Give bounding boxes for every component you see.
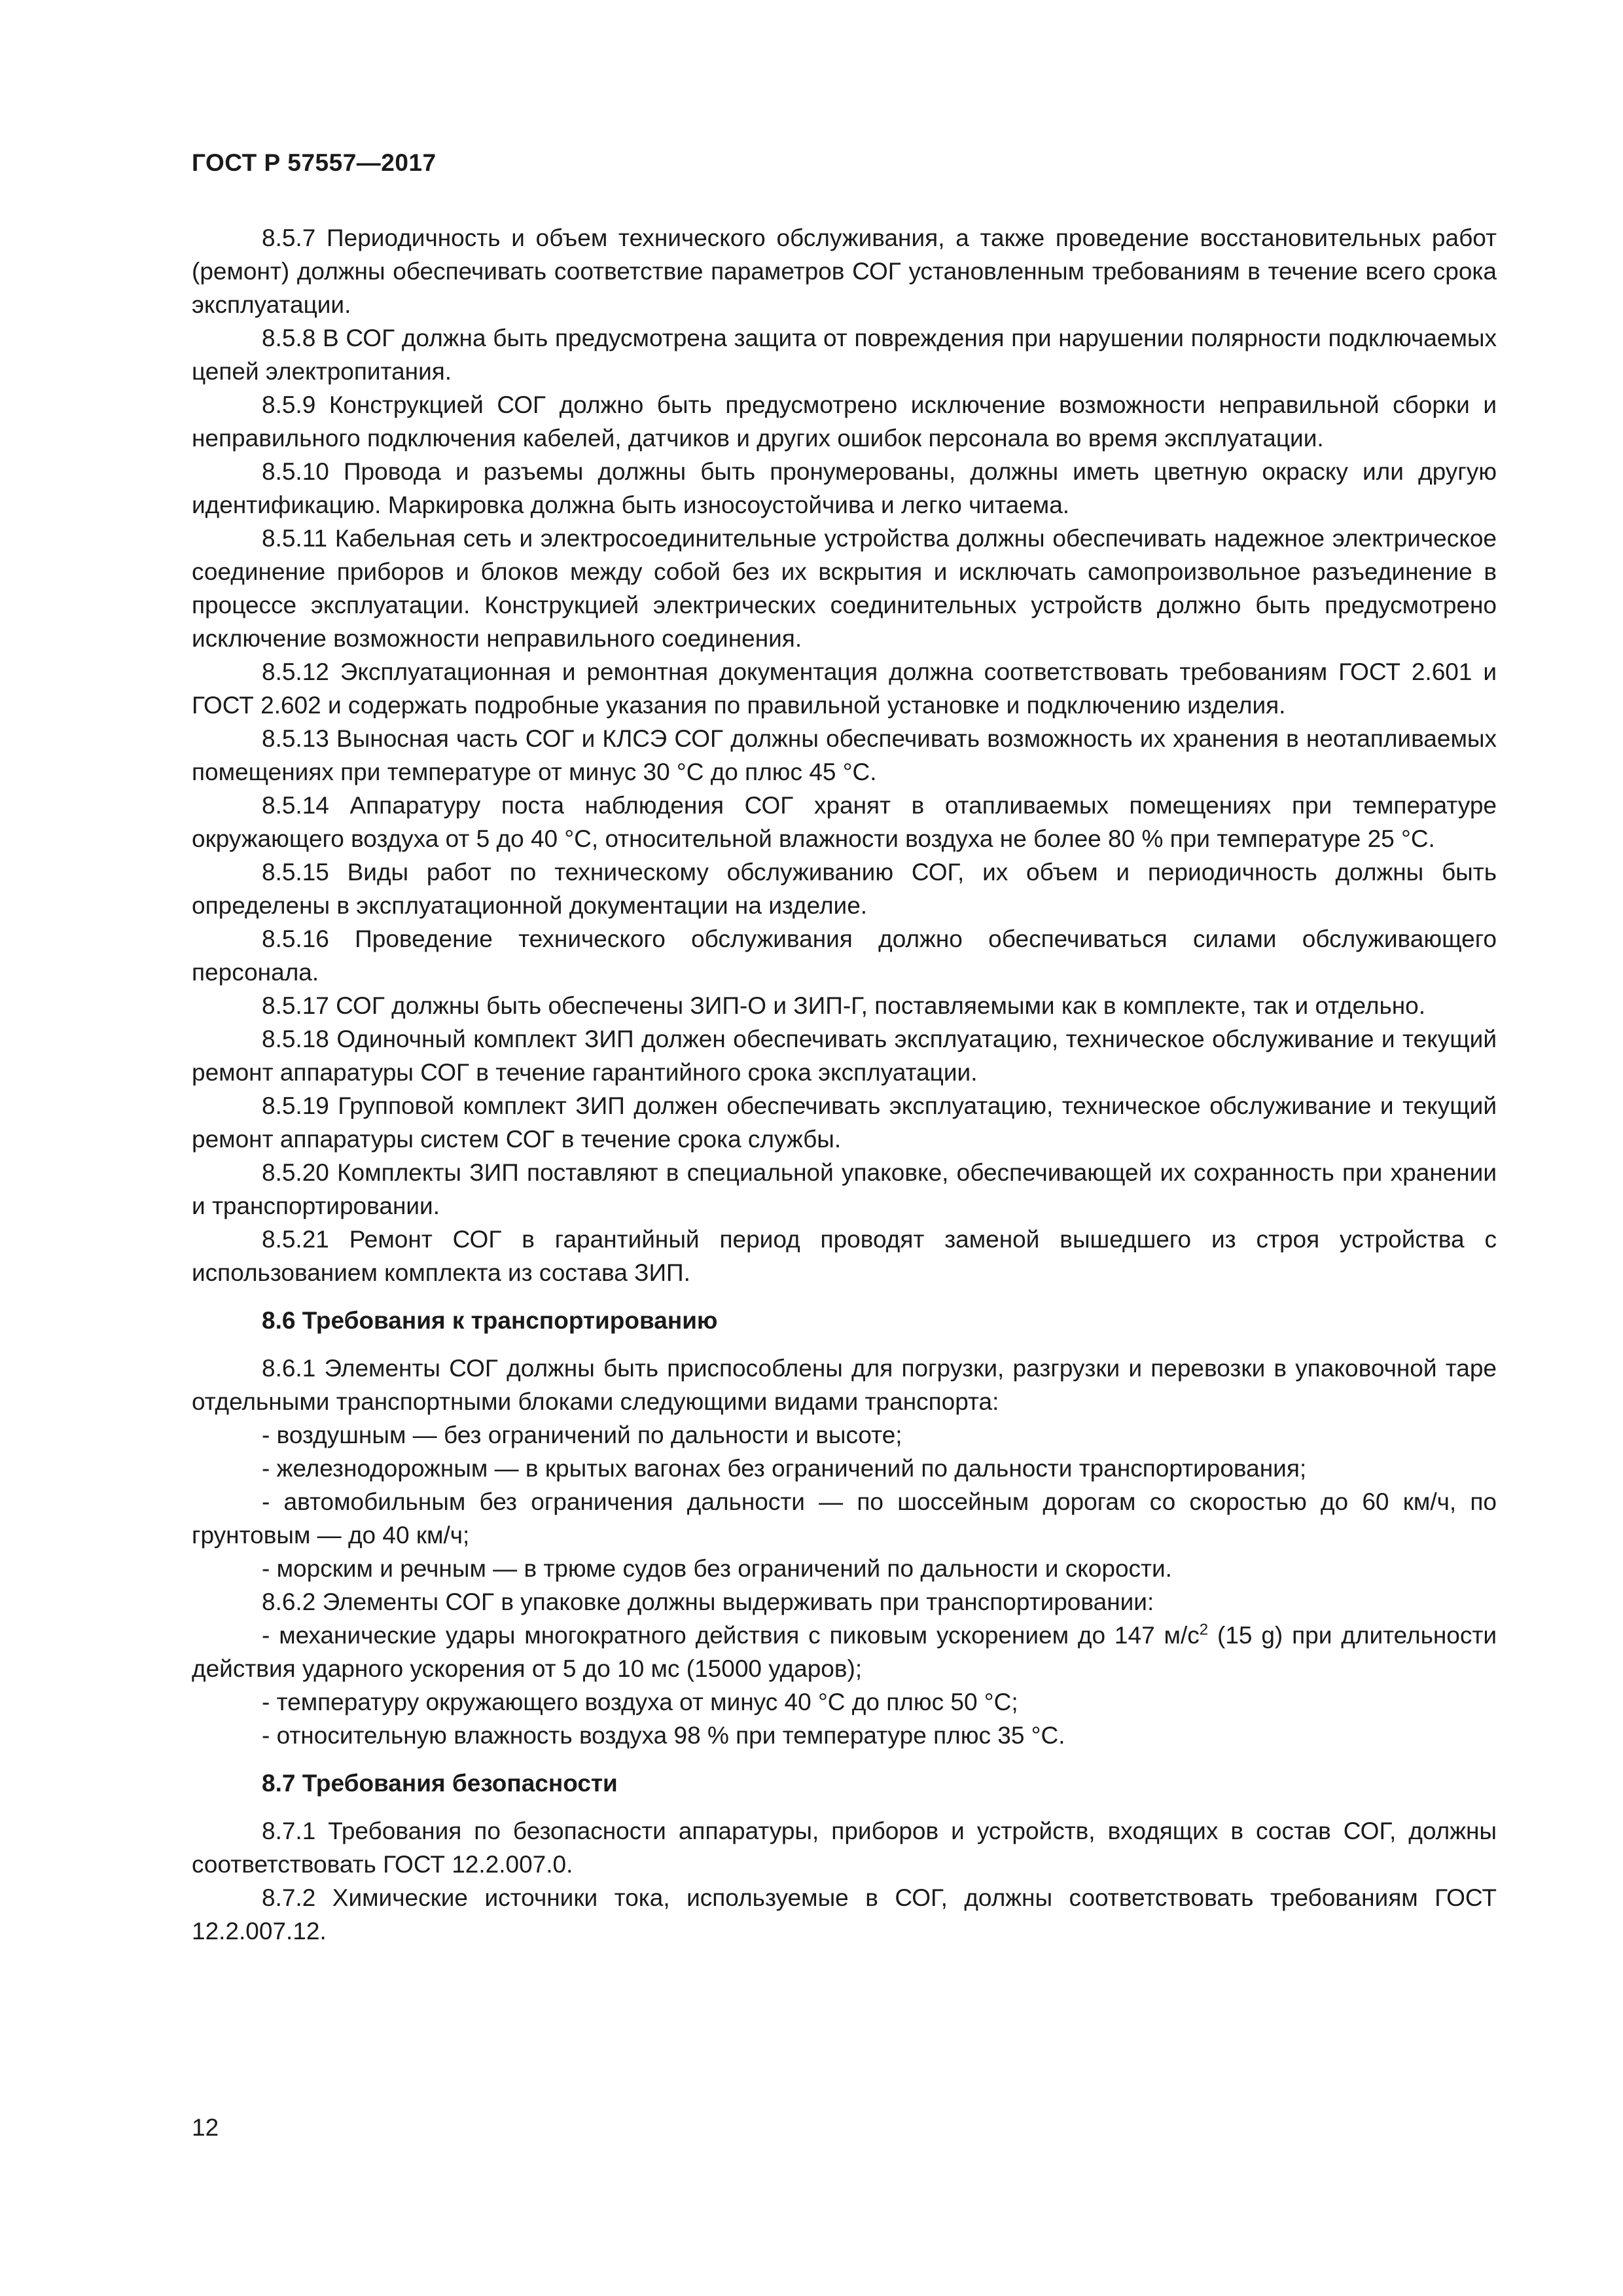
paragraph-8-5-11: 8.5.11 Кабельная сеть и электросоединительные устройства должны обеспечивать надежное электрическое соединение приборов и блоков между собой без их вскрытия и исключать самопроизвольное разъединение в процессе эксплуатации. Конструкцией электрических соединительных устройств должно быть предусмотрено исключение возможности неправильного соединения. [192, 525, 1497, 652]
list-item: - относительную влажность воздуха 98 % при температуре плюс 35 °С. [262, 1722, 1065, 1749]
paragraph-8-7-2: 8.7.2 Химические источники тока, используемые в СОГ, должны соответствовать требованиям ГОСТ 12.2.007.12. [192, 1884, 1497, 1945]
document-code-header: ГОСТ Р 57557—2017 [192, 149, 437, 176]
paragraph-8-5-12: 8.5.12 Эксплуатационная и ремонтная документация должна соответствовать требованиям ГОСТ 2.601 и ГОСТ 2.602 и содержать подробные указания по правильной установке и подключению изделия. [192, 658, 1497, 719]
list-item: - температуру окружающего воздуха от минус 40 °С до плюс 50 °С; [262, 1689, 1018, 1715]
list-item-text: (15 g) при длительности действия ударного ускорения от 5 до 10 мс (15000 ударов); [192, 1622, 1497, 1682]
list-item: - железнодорожным — в крытых вагонах без ограничений по дальности транспортирования; [262, 1455, 1307, 1482]
paragraph-8-5-20: 8.5.20 Комплекты ЗИП поставляют в специальной упаковке, обеспечивающей их сохранность при хранении и транспортировании. [192, 1159, 1497, 1219]
list-item: - морским и речным — в трюме судов без ограничений по дальности и скорости. [262, 1555, 1172, 1582]
paragraph-8-5-7: 8.5.7 Периодичность и объем технического обслуживания, а также проведение восстановительных работ (ремонт) должны обеспечивать соответствие параметров СОГ установленным требованиям в течение всего срока эксплуатации. [192, 224, 1497, 318]
document-body [192, 221, 1497, 1948]
paragraph-8-5-8: 8.5.8 В СОГ должна быть предусмотрена защита от повреждения при нарушении полярности подключаемых цепей электропитания. [192, 325, 1497, 385]
paragraph-8-5-16: 8.5.16 Проведение технического обслуживания должно обеспечиваться силами обслуживающего персонала. [192, 925, 1497, 986]
list-item-text: - механические удары многократного действия с пиковым ускорением до 147 м/с [262, 1622, 1200, 1649]
list-item: - воздушным — без ограничений по дальности и высоте; [262, 1422, 902, 1448]
paragraph-8-5-14: 8.5.14 Аппаратуру поста наблюдения СОГ хранят в отапливаемых помещениях при температуре окружающего воздуха от 5 до 40 °С, относительной влажности воздуха не более 80 % при температуре 25 °С. [192, 792, 1497, 852]
page-number: 12 [192, 2114, 219, 2141]
paragraph-8-5-19: 8.5.19 Групповой комплект ЗИП должен обеспечивать эксплуатацию, техническое обслуживание и текущий ремонт аппаратуры систем СОГ в течение срока службы. [192, 1092, 1497, 1153]
section-heading-8-6: 8.6 Требования к транспортированию [262, 1307, 718, 1334]
paragraph-8-7-1: 8.7.1 Требования по безопасности аппаратуры, приборов и устройств, входящих в состав СОГ, должны соответствовать ГОСТ 12.2.007.0. [192, 1818, 1497, 1878]
section-heading-8-7: 8.7 Требования безопасности [262, 1770, 618, 1797]
paragraph-8-5-13: 8.5.13 Выносная часть СОГ и КЛСЭ СОГ должны обеспечивать возможность их хранения в неотапливаемых помещениях при температуре от минус 30 °С до плюс 45 °С. [192, 725, 1497, 785]
paragraph-8-5-15: 8.5.15 Виды работ по техническому обслуживанию СОГ, их объем и периодичность должны быть определены в эксплуатационной документации на изделие. [192, 859, 1497, 919]
paragraph-8-5-21: 8.5.21 Ремонт СОГ в гарантийный период проводят заменой вышедшего из строя устройства с использованием комплекта из состава ЗИП. [192, 1226, 1497, 1286]
paragraph-8-6-1: 8.6.1 Элементы СОГ должны быть приспособлены для погрузки, разгрузки и перевозки в упаковочной таре отдельными транспортными блоками следующими видами транспорта: [192, 1355, 1497, 1415]
superscript: 2 [1199, 1621, 1209, 1639]
paragraph-8-5-18: 8.5.18 Одиночный комплект ЗИП должен обеспечивать эксплуатацию, техническое обслуживание и текущий ремонт аппаратуры СОГ в течение гарантийного срока эксплуатации. [192, 1026, 1497, 1086]
paragraph-8-5-10: 8.5.10 Провода и разъемы должны быть пронумерованы, должны иметь цветную окраску или другую идентификацию. Маркировка должна быть износоустойчива и легко читаема. [192, 458, 1497, 518]
list-item-shock [192, 1619, 1497, 1685]
paragraph-8-5-17: 8.5.17 СОГ должны быть обеспечены ЗИП-О и ЗИП-Г, поставляемыми как в комплекте, так и отдельно. [262, 992, 1426, 1019]
list-item: - автомобильным без ограничения дальности — по шоссейным дорогам со скоростью до 60 км/ч, по грунтовым — до 40 км/ч; [192, 1488, 1497, 1549]
paragraph-8-5-9: 8.5.9 Конструкцией СОГ должно быть предусмотрено исключение возможности неправильной сборки и неправильного подключения кабелей, датчиков и других ошибок персонала во время эксплуатации. [192, 391, 1497, 452]
paragraph-8-6-2: 8.6.2 Элементы СОГ в упаковке должны выдерживать при транспортировании: [262, 1588, 1154, 1615]
